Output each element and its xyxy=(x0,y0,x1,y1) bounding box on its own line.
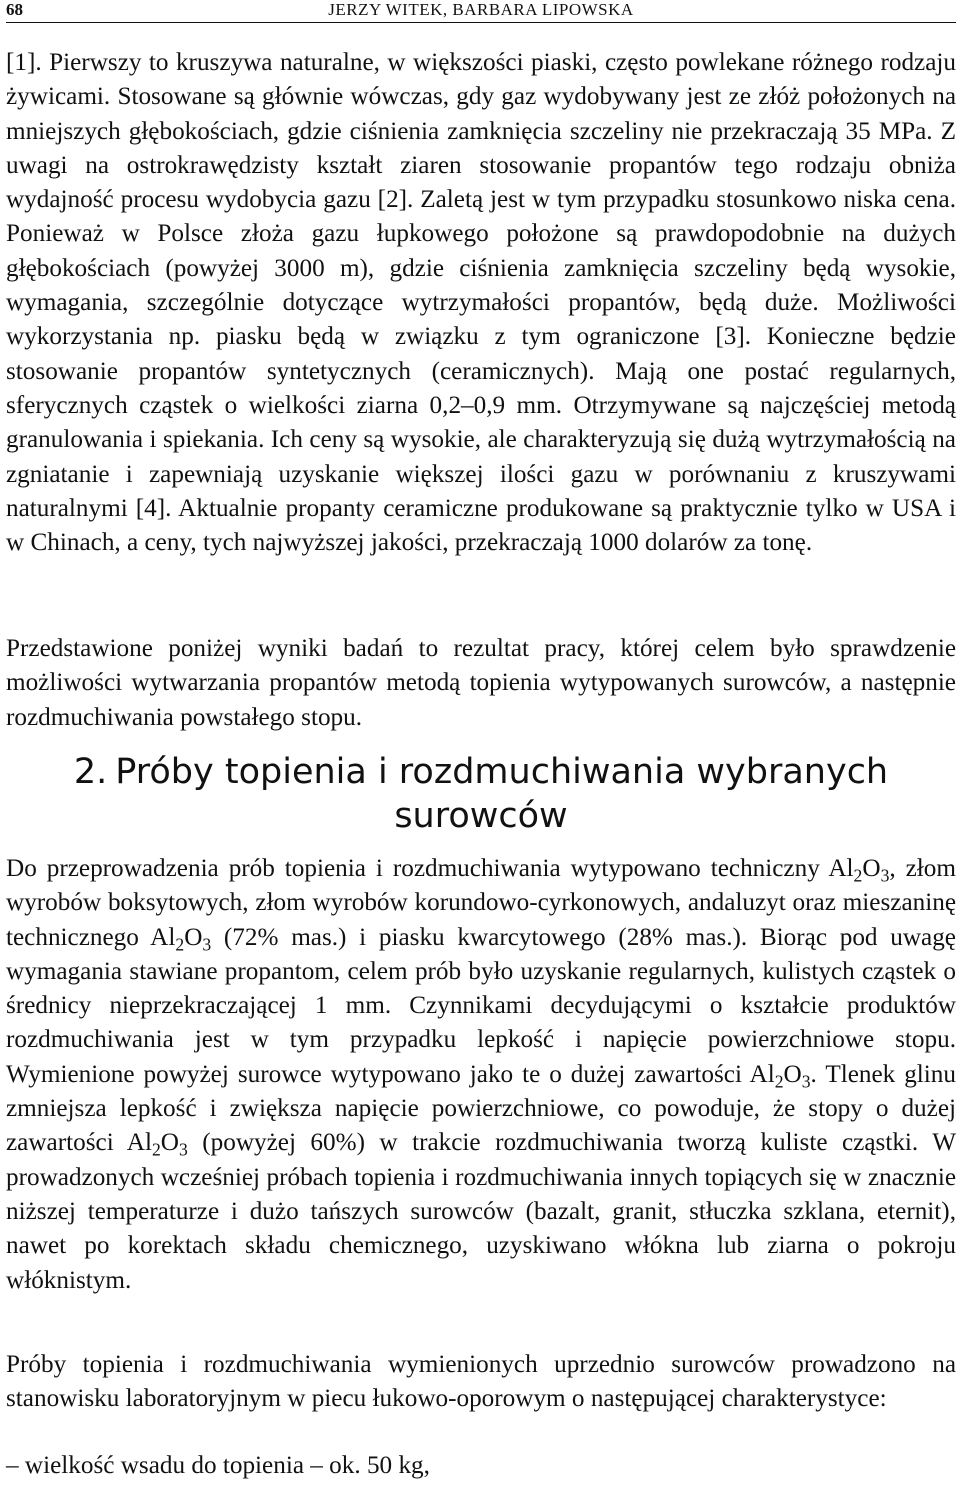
subscript: 2 xyxy=(774,1071,784,1092)
formula-o: O xyxy=(160,1129,179,1157)
subscript: 3 xyxy=(880,865,890,886)
subscript: 2 xyxy=(175,934,185,955)
section-title: Próby topienia i rozdmuchiwania wybranych surowców xyxy=(115,752,889,836)
formula-o: O xyxy=(783,1060,802,1088)
paragraph-furnace-setup: Próby topienia i rozdmuchiwania wymienionych uprzednio surowców prowadzono na stanowisku laboratoryjnym w piecu łukowo-oporowym o następującej charakterystyce: xyxy=(6,1351,956,1413)
subscript: 3 xyxy=(202,934,212,955)
list-item-batch-size: – wielkość wsadu do topienia – ok. 50 kg, xyxy=(6,1452,430,1479)
subscript: 2 xyxy=(853,865,863,886)
formula-o: O xyxy=(184,923,203,951)
running-header xyxy=(6,0,956,23)
section-heading xyxy=(6,750,956,838)
paragraph-raw-materials xyxy=(6,852,956,1298)
paragraph-study-aim: Przedstawione poniżej wyniki badań to rezultat pracy, której celem było sprawdzenie możliwości wytwarzania propantów metodą topienia wytypowanych surowców, a następnie rozdmuchiwania powstałego stopu. xyxy=(6,635,956,731)
subscript: 2 xyxy=(151,1140,161,1161)
text-run: , złom wyrobów boksytowych, złom wyrobów korundowo-cyrkonowych, andaluzyt oraz mieszaninę technicznego Al xyxy=(6,855,956,951)
subscript: 3 xyxy=(178,1140,188,1161)
text-run: (72% mas.) i piasku kwarcytowego (28% mas.). Biorąc pod uwagę wymagania stawiane propantom, celem prób było uzyskanie regularnych, kulistych cząstek o średnicy nieprzekraczającej 1 mm. Czynnikami decydującymi o kształcie produktów rozdmuchiwania jest w tym przypadku lepkość i napięcie powierzchniowe stopu. Wymienione powyżej surowce wytypowano jako te o dużej zawartości Al xyxy=(6,923,956,1088)
text-run: Do przeprowadzenia prób topienia i rozdmuchiwania wytypowano techniczny Al xyxy=(6,855,854,882)
paragraph-proppants-overview: [1]. Pierwszy to kruszywa naturalne, w większości piaski, często powlekane różnego rodzaju żywicami. Stosowane są głównie wówczas, gdy gaz wydobywany jest ze złóż położonych na mniejszych głębokościach, gdzie ciśnienia zamknięcia szczeliny nie przekraczają 35 MPa. Z uwagi na ostrokrawędzisty kształt ziaren stosowanie propantów tego rodzaju obniża wydajność procesu wydobycia gazu [2]. Zaletą jest w tym przypadku stosunkowo niska cena. Ponieważ w Polsce złoża gazu łupkowego położone są prawdopodobnie na dużych głębokościach (powyżej 3000 m), gdzie ciśnienia zamknięcia szczeliny będą wysokie, wymagania, szczególnie dotyczące wytrzymałości propantów, będą duże. Możliwości wykorzystania np. piasku będą w związku z tym ograniczone [3]. Konieczne będzie stosowanie propantów syntetycznych (ceramicznych). Mają one postać regularnych, sferycznych cząstek o wielkości ziarna 0,2–0,9 mm. Otrzymywane są najczęściej metodą granulowania i spiekania. Ich ceny są wysokie, ale charakteryzują się dużą wytrzymałością na zgniatanie i zapewniają uzyskanie większej ilości gazu w porównaniu z kruszywami naturalnymi [4]. Aktualnie propanty ceramiczne produkowane są praktycznie tylko w USA i w Chinach, a ceny, tych najwyższej jakości, przekraczają 1000 dolarów za tonę. xyxy=(6,49,956,557)
text-run: (powyżej 60%) w trakcie rozdmuchiwania tworzą kuliste cząstki. W prowadzonych wcześniej próbach topienia i rozdmuchiwania innych topiących się w znacznie niższej temperaturze i dużo tańszych surowców (bazalt, granit, stłuczka szklana, eternit), nawet po korektach składu chemicznego, uzyskiwano włókna lub ziarna o pokroju włóknistym. xyxy=(6,1129,956,1294)
page-number: 68 xyxy=(6,0,23,19)
text-run: . Tlenek glinu zmniejsza lepkość i zwiększa napięcie powierzchniowe, co powoduje, że stopy o dużej zawartości Al xyxy=(6,1060,956,1157)
formula-o: O xyxy=(862,855,881,882)
subscript: 3 xyxy=(801,1071,811,1092)
running-header-authors: JERZY WITEK, BARBARA LIPOWSKA xyxy=(328,0,634,19)
section-number: 2. xyxy=(73,752,108,792)
